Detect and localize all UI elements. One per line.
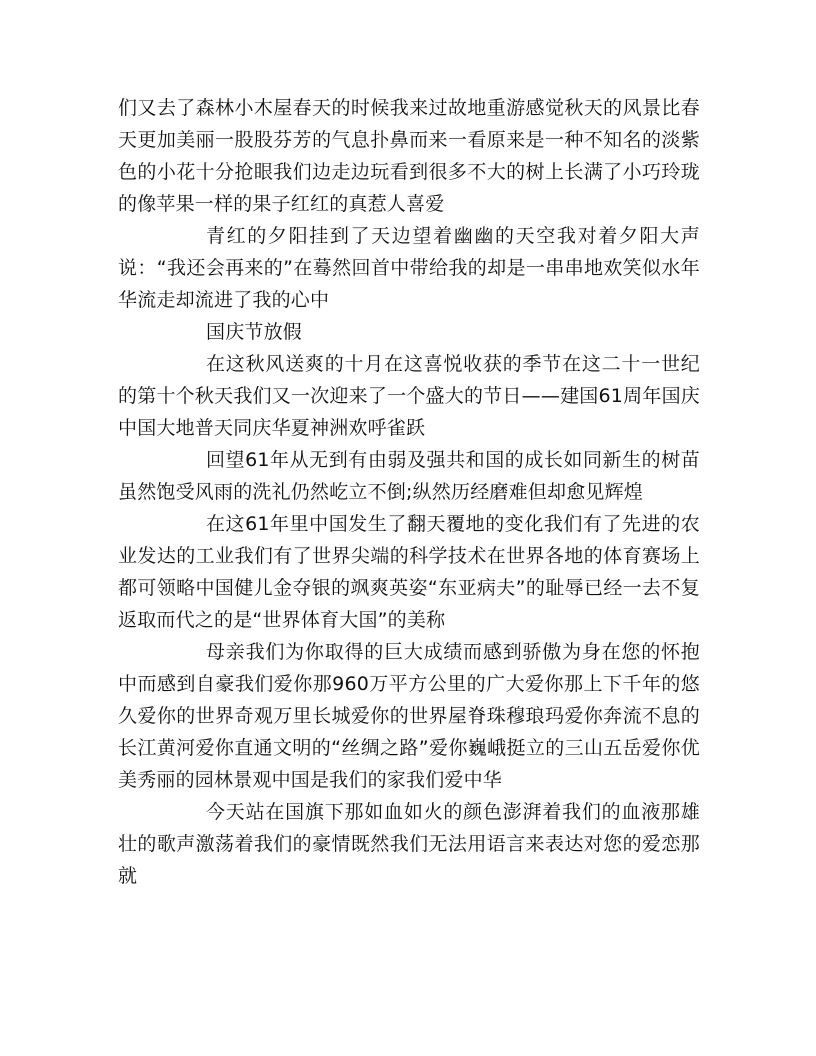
paragraph-5: 在这61年里中国发生了翻天覆地的变化我们有了先进的农业发达的工业我们有了世界尖端的科学技术在世界各地的体育赛场上都可领略中国健儿金夺银的飒爽英姿“东亚病夫”的耻辱已经一去不复返取而代之的是“世界体育大国”的美称 bbox=[118, 513, 700, 631]
document-body bbox=[118, 92, 700, 892]
paragraph-2: 青红的夕阳挂到了天边望着幽幽的天空我对着夕阳大声说：“我还会再来的”在蓦然回首中带给我的却是一串串地欢笑似水年华流走却流进了我的心中 bbox=[118, 225, 700, 311]
paragraph-6: 母亲我们为你取得的巨大成绩而感到骄傲为身在您的怀抱中而感到自豪我们爱你那960万平方公里的广大爱你那上下千年的悠久爱你的世界奇观万里长城爱你的世界屋脊珠穆琅玛爱你奔流不息的长江黄河爱你直通文明的“丝绸之路”爱你巍峨挺立的三山五岳爱你优美秀丽的园林景观中国是我们的家我们爱中华 bbox=[118, 641, 700, 791]
section-heading: 国庆节放假 bbox=[206, 321, 303, 343]
paragraph-4: 回望61年从无到有由弱及强共和国的成长如同新生的树苗虽然饱受风雨的洗礼仍然屹立不倒;纵然历经磨难但却愈见辉煌 bbox=[118, 449, 700, 503]
paragraph-7: 今天站在国旗下那如血如火的颜色澎湃着我们的血液那雄壮的歌声激荡着我们的豪情既然我们无法用语言来表达对您的爱恋那就 bbox=[118, 801, 700, 887]
paragraph-3: 在这秋风送爽的十月在这喜悦收获的季节在这二十一世纪的第十个秋天我们又一次迎来了一个盛大的节日——建国61周年国庆中国大地普天同庆华夏神洲欢呼雀跃 bbox=[118, 353, 700, 439]
paragraph-1: 们又去了森林小木屋春天的时候我来过故地重游感觉秋天的风景比春天更加美丽一股股芬芳的气息扑鼻而来一看原来是一种不知名的淡紫色的小花十分抢眼我们边走边玩看到很多不大的树上长满了小巧玲珑的像苹果一样的果子红红的真惹人喜爱 bbox=[118, 97, 700, 215]
